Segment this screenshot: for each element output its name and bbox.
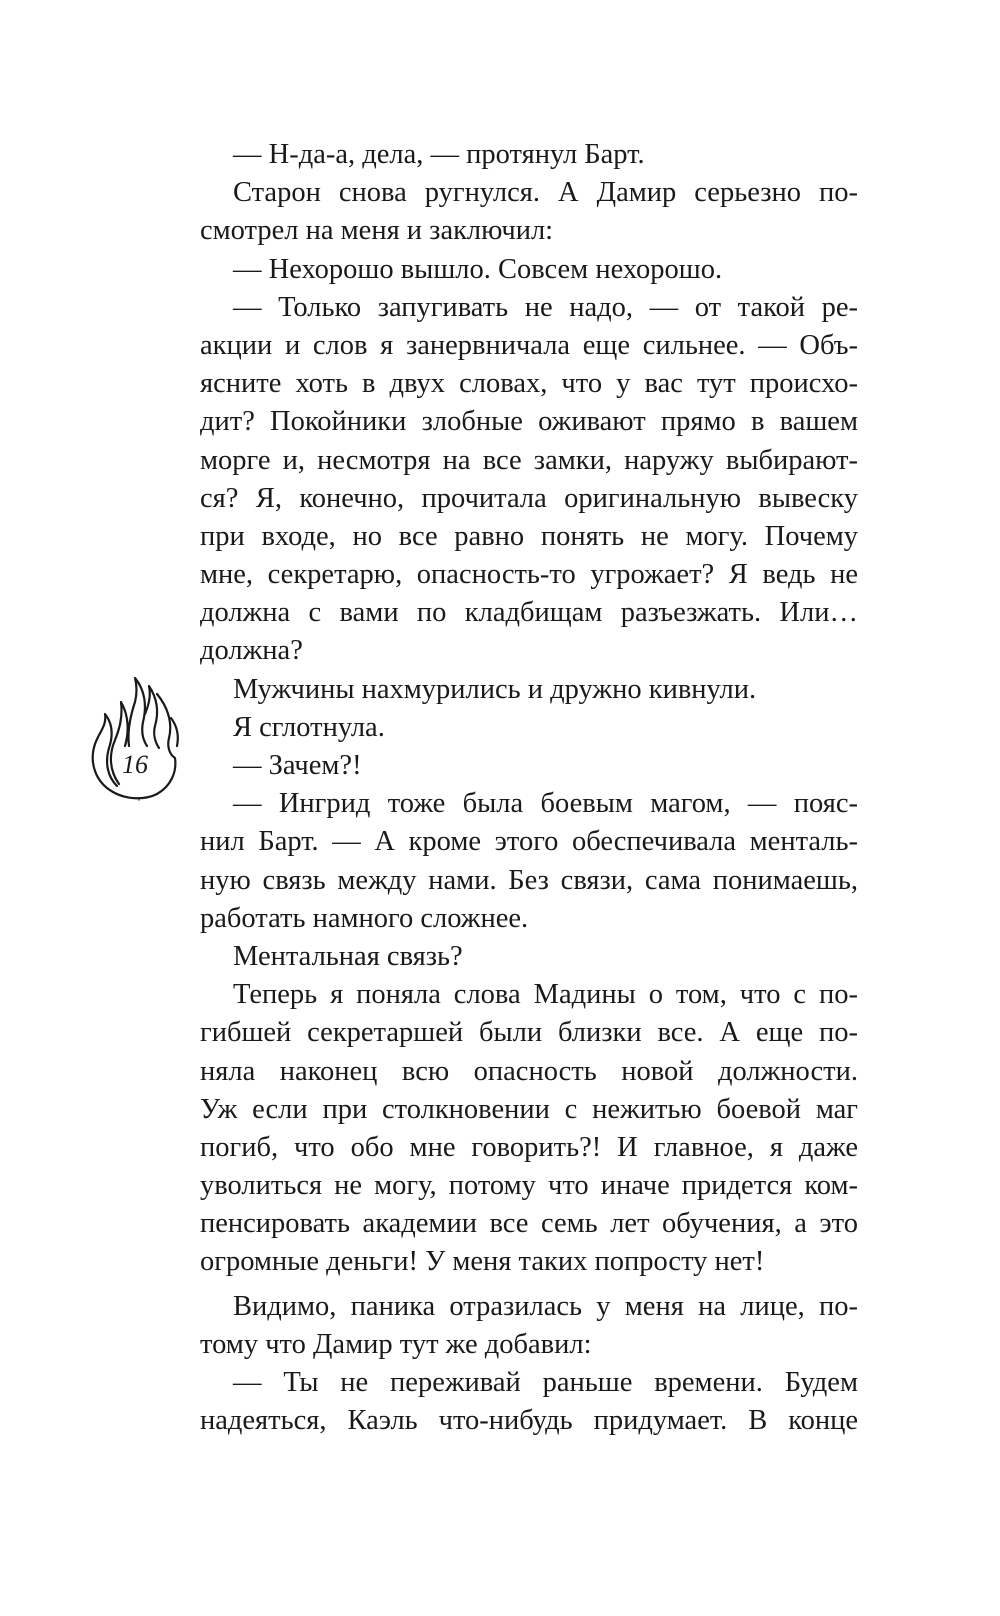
text-line: акции и слов я занервничала еще сильнее. — Объ- — [200, 329, 858, 361]
text-line: — Н-да-а, дела, — протянул Барт. — [233, 139, 645, 170]
text-line: ся? Я, конечно, прочитала оригинальную вывеску — [200, 482, 858, 514]
text-line: гибшей секретаршей были близки все. А еще по- — [200, 1017, 858, 1049]
text-line: ясните хоть в двух словах, что у вас тут происхо- — [200, 368, 858, 400]
text-line: нил Барт. — А кроме этого обеспечивала менталь- — [200, 826, 858, 858]
text-line: Видимо, паника отразилась у меня на лице, по- — [233, 1290, 858, 1322]
text-line: Старон снова ругнулся. А Дамир серьезно по- — [233, 177, 858, 209]
text-line: Я сглотнула. — [233, 711, 385, 743]
page-number: 16 — [122, 750, 148, 779]
text-line: надеяться, Каэль что-нибудь придумает. В конце — [200, 1405, 858, 1437]
text-line: Теперь я поняла слова Мадины о том, что с по- — [233, 979, 858, 1011]
text-line: няла наконец всю опасность новой должности. — [200, 1055, 858, 1087]
text-line: — Зачем?! — [233, 750, 362, 781]
flame-icon — [83, 674, 193, 804]
text-line: должна? — [200, 635, 303, 667]
text-line: уволиться не могу, потому что иначе придется ком- — [200, 1170, 858, 1202]
text-line: дит? Покойники злобные оживают прямо в вашем — [200, 406, 858, 438]
text-line: морге и, несмотря на все замки, наружу выбирают- — [200, 444, 858, 476]
page-folio — [83, 674, 193, 804]
text-line: тому что Дамир тут же добавил: — [200, 1328, 592, 1360]
text-line: должна с вами по кладбищам разъезжать. Или… — [200, 597, 858, 629]
text-line: — Ты не переживай раньше времени. Будем — [233, 1367, 858, 1398]
text-line: смотрел на меня и заключил: — [200, 215, 554, 247]
text-line: работать намного сложнее. — [200, 902, 529, 934]
text-line: пенсировать академии все семь лет обучения, а это — [200, 1208, 858, 1240]
text-line: огромные деньги! У меня таких попросту нет! — [200, 1246, 765, 1278]
text-line: погиб, что обо мне говорить?! И главное, я даже — [200, 1131, 858, 1163]
text-line: — Только запугивать не надо, — от такой ре- — [233, 291, 858, 323]
body-text — [200, 136, 858, 1440]
text-line: — Нехорошо вышло. Совсем нехорошо. — [233, 253, 723, 285]
text-line: Мужчины нахмурились и дружно кивнули. — [233, 673, 757, 705]
text-line: ную связь между нами. Без связи, сама понимаешь, — [200, 864, 858, 896]
text-line: — Ингрид тоже была боевым магом, — пояс- — [233, 788, 858, 820]
text-line: Уж если при столкновении с нежитью боевой маг — [200, 1093, 858, 1125]
text-line: Ментальная связь? — [233, 940, 463, 972]
text-line: при входе, но все равно понять не могу. Почему — [200, 520, 858, 552]
text-line: мне, секретарю, опасность-то угрожает? Я ведь не — [200, 559, 858, 591]
